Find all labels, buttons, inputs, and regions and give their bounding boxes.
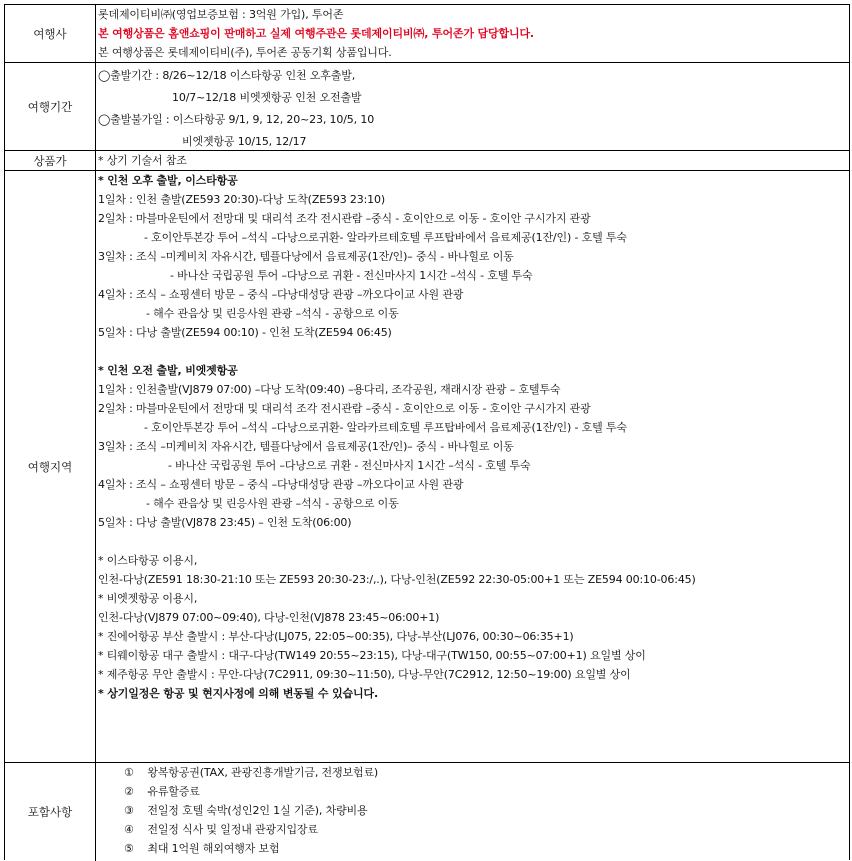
itinerary-line: 2일차 : 마블마운틴에서 전망대 및 대리석 조각 전시관람 –중식 - 호이안으로 이동 - 호이안 구시가지 관광 bbox=[98, 212, 591, 225]
itinerary-line: - 해수 관음상 및 린응사원 관광 –석식 - 공항으로 이동 bbox=[146, 497, 399, 510]
included-item: ④ 전일정 식사 및 일정내 관광지입장료 bbox=[124, 823, 318, 836]
itinerary-heading: * 인천 오전 출발, 비엣젯항공 bbox=[98, 364, 238, 377]
included-item: ③ 전일정 호텔 숙박(성인2인 1실 기준), 차량비용 bbox=[124, 804, 368, 817]
flight-note: * 제주항공 무안 출발시 : 무안-다낭(7C2911, 09:30~11:50), 다낭-무안(7C2912, 12:50~19:00) 요일별 상이 bbox=[98, 668, 631, 681]
itinerary-line: 1일차 : 인천 출발(ZE593 20:30)-다낭 도착(ZE593 23:10) bbox=[98, 193, 385, 206]
row-itinerary bbox=[5, 171, 849, 763]
row-agency bbox=[5, 5, 849, 63]
itinerary-line: 4일차 : 조식 – 쇼핑센터 방문 – 중식 –다낭대성당 관광 –까오다이교 사원 관광 bbox=[98, 288, 464, 301]
flight-note: * 이스타항공 이용시, bbox=[98, 554, 198, 567]
itinerary-line: - 해수 관음상 및 린응사원 관광 –석식 - 공항으로 이동 bbox=[146, 307, 399, 320]
agency-line: 롯데제이티비㈜(영업보증보험 : 3억원 가입), 투어존 bbox=[98, 8, 344, 21]
itinerary-line: 2일차 : 마블마운틴에서 전망대 및 대리석 조각 전시관람 –중식 - 호이안으로 이동 - 호이안 구시가지 관광 bbox=[98, 402, 591, 415]
itinerary-line: 1일차 : 인천출발(VJ879 07:00) –다낭 도착(09:40) –용다리, 조각공원, 재래시장 관광 – 호텔투숙 bbox=[98, 383, 561, 396]
price-content bbox=[96, 151, 849, 170]
schedule-disclaimer: * 상기일정은 항공 및 현지사정에 의해 변동될 수 있습니다. bbox=[98, 687, 379, 700]
itinerary-line: - 호이안투본강 투어 –석식 –다낭으로귀환- 알라카르테호텔 루프탑바에서 음료제공(1잔/인) - 호텔 투숙 bbox=[144, 421, 627, 434]
period-line: 10/7~12/18 비엣젯항공 인천 오전출발 bbox=[172, 91, 362, 104]
label-agency: 여행사 bbox=[5, 5, 96, 62]
flight-note: 인천-다낭(ZE591 18:30-21:10 또는 ZE593 20:30-23:/,.), 다낭-인천(ZE592 22:30-05:00+1 또는 ZE594 00:10-06:45) bbox=[98, 573, 696, 586]
itinerary-line: 3일차 : 조식 –미케비치 자유시간, 템플다낭에서 음료제공(1잔/인)– 중식 - 바나힐로 이동 bbox=[98, 440, 514, 453]
row-included bbox=[5, 763, 849, 861]
included-item: ⑤ 최대 1억원 해외여행자 보험 bbox=[124, 842, 280, 855]
itinerary-line: 4일차 : 조식 – 쇼핑센터 방문 – 중식 –다낭대성당 관광 –까오다이교 사원 관광 bbox=[98, 478, 464, 491]
row-period bbox=[5, 63, 849, 151]
itinerary-line: 3일차 : 조식 –미케비치 자유시간, 템플다낭에서 음료제공(1잔/인)– 중식 - 바나힐로 이동 bbox=[98, 250, 514, 263]
flight-note: * 진에어항공 부산 출발시 : 부산-다낭(LJ075, 22:05~00:35), 다낭-부산(LJ076, 00:30~06:35+1) bbox=[98, 630, 574, 643]
itinerary-line: 5일차 : 다낭 출발(ZE594 00:10) - 인천 도착(ZE594 06:45) bbox=[98, 326, 392, 339]
flight-note: * 티웨이항공 대구 출발시 : 대구-다낭(TW149 20:55~23:15), 다낭-대구(TW150, 00:55~07:00+1) 요일별 상이 bbox=[98, 649, 646, 662]
itinerary-table bbox=[4, 4, 850, 860]
itinerary-heading: * 인천 오후 출발, 이스타항공 bbox=[98, 174, 238, 187]
included-item: ② 유류할증료 bbox=[124, 785, 200, 798]
itinerary-line bbox=[98, 342, 849, 361]
flight-note: 인천-다낭(VJ879 07:00~09:40), 다낭-인천(VJ878 23:45~06:00+1) bbox=[98, 611, 440, 624]
itinerary-line: - 호이안투본강 투어 –석식 –다낭으로귀환- 알라카르테호텔 루프탑바에서 음료제공(1잔/인) - 호텔 투숙 bbox=[144, 231, 627, 244]
price-text: * 상기 기술서 참조 bbox=[98, 154, 187, 167]
agency-notice: 본 여행상품은 홈앤쇼핑이 판매하고 실제 여행주관은 롯데제이티비㈜, 투어존가 담당합니다. bbox=[98, 27, 534, 40]
label-included: 포함사항 bbox=[5, 763, 96, 861]
period-content bbox=[96, 63, 849, 150]
label-price: 상품가 bbox=[5, 151, 96, 170]
period-line: 비엣젯항공 10/15, 12/17 bbox=[182, 135, 307, 148]
itinerary-content bbox=[96, 171, 849, 762]
flight-note: * 비엣젯항공 이용시, bbox=[98, 592, 198, 605]
itinerary-line bbox=[98, 532, 849, 551]
period-line: ◯출발기간 : 8/26~12/18 이스타항공 인천 오후출발, bbox=[98, 69, 356, 82]
label-itinerary: 여행지역 bbox=[5, 171, 96, 762]
agency-content bbox=[96, 5, 849, 62]
label-period: 여행기간 bbox=[5, 63, 96, 150]
included-content bbox=[96, 763, 849, 861]
itinerary-line: - 바나산 국립공원 투어 –다낭으로 귀환 - 전신마사지 1시간 –석식 - 호텔 투숙 bbox=[168, 459, 531, 472]
agency-line: 본 여행상품은 롯데제이티비(주), 투어존 공동기획 상품입니다. bbox=[98, 46, 392, 59]
period-line: ◯출발불가일 : 이스타항공 9/1, 9, 12, 20~23, 10/5, 10 bbox=[98, 113, 375, 126]
itinerary-line: - 바나산 국립공원 투어 –다낭으로 귀환 - 전신마사지 1시간 –석식 - 호텔 투숙 bbox=[170, 269, 533, 282]
itinerary-line: 5일차 : 다낭 출발(VJ878 23:45) – 인천 도착(06:00) bbox=[98, 516, 352, 529]
row-price bbox=[5, 151, 849, 171]
included-item: ① 왕복항공권(TAX, 관광진흥개발기금, 전쟁보험료) bbox=[124, 766, 379, 779]
